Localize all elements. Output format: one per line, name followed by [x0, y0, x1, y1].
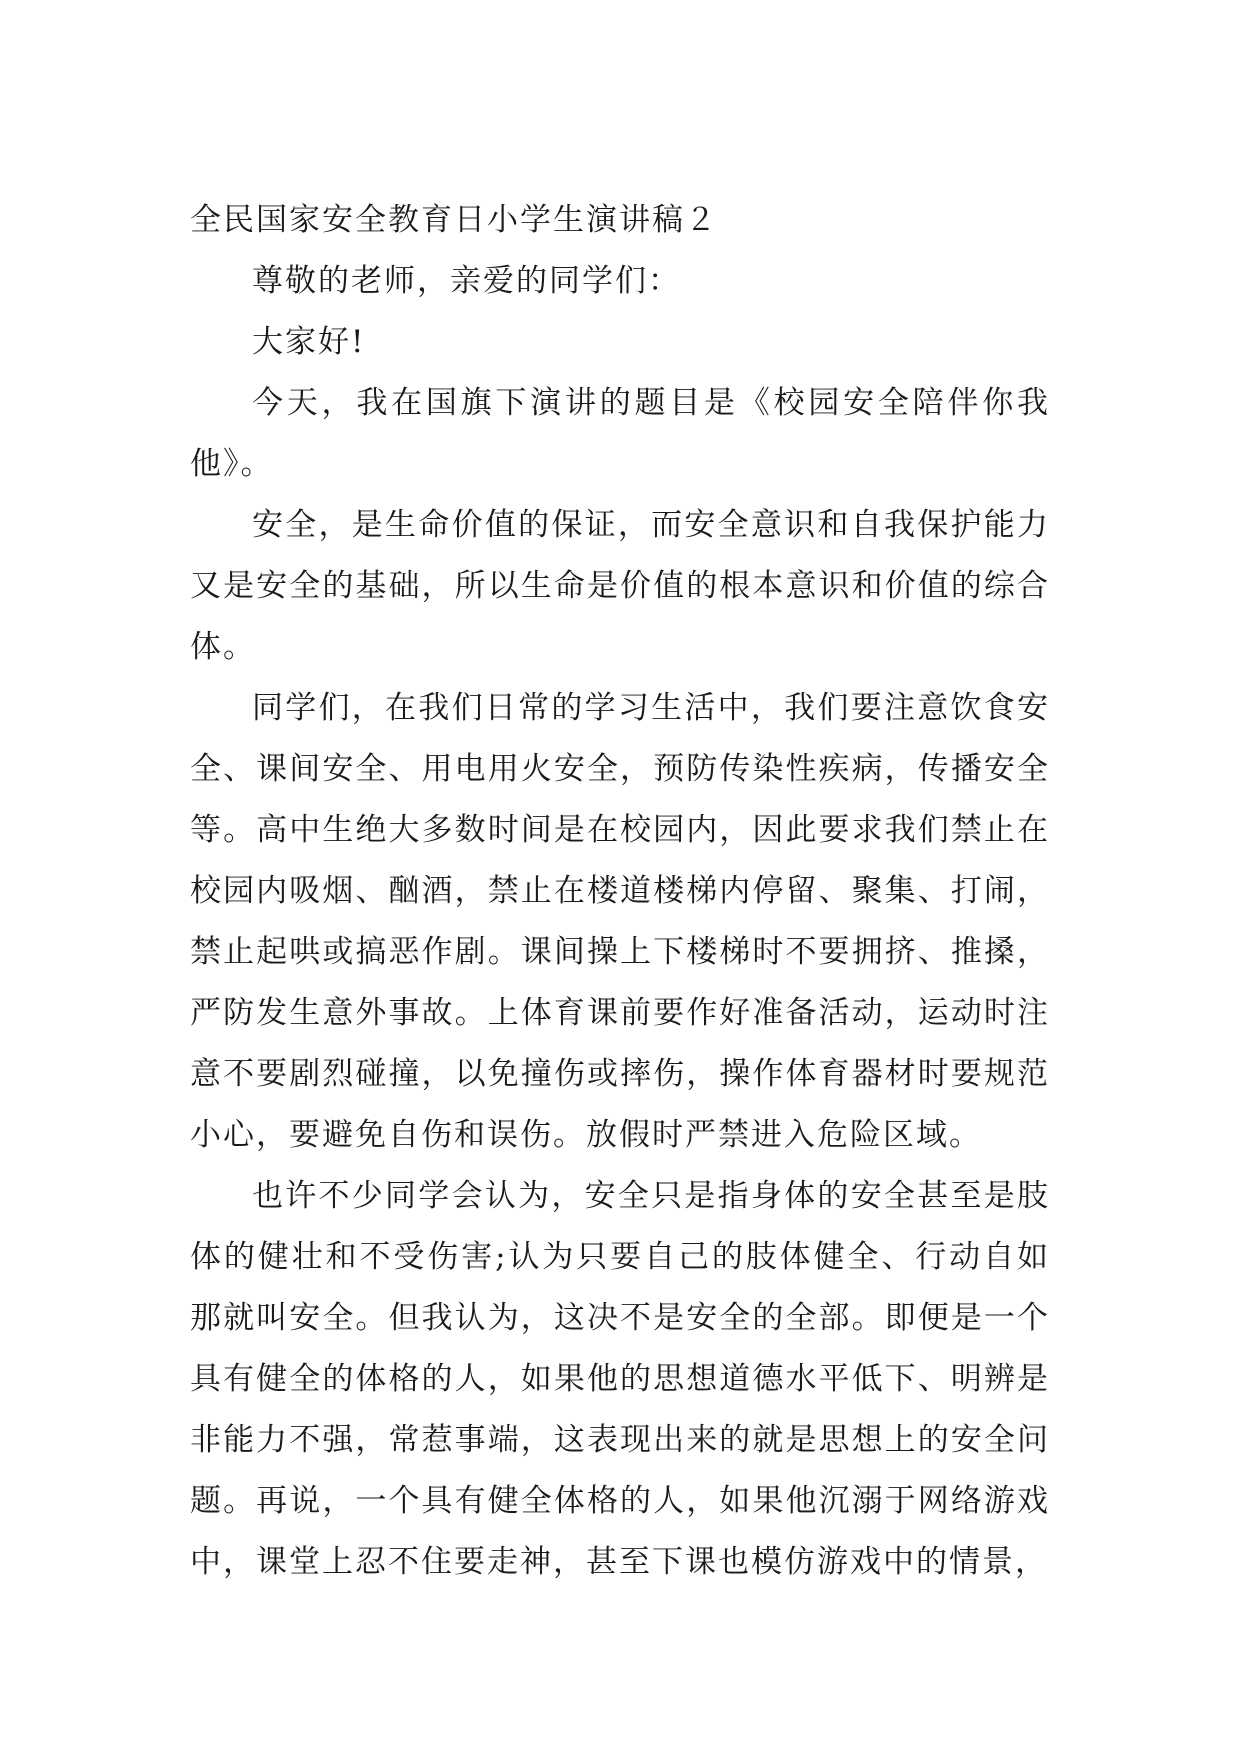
document-body: [190, 190, 1050, 1593]
paragraph-speech-topic: 今天，我在国旗下演讲的题目是《校园安全陪伴你我他》。: [190, 385, 1050, 482]
paragraph-campus-rules: 同学们，在我们日常的学习生活中，我们要注意饮食安全、课间安全、用电用火安全，预防传染性疾病，传播安全等。高中生绝大多数时间是在校园内，因此要求我们禁止在校园内吸烟、酗酒，禁止在楼道楼梯内停留、聚集、打闹，禁止起哄或搞恶作剧。课间操上下楼梯时不要拥挤、推搡，严防发生意外事故。上体育课前要作好准备活动，运动时注意不要剧烈碰撞，以免撞伤或摔伤，操作体育器材时要规范小心，要避免自伤和误伤。放假时严禁进入危险区域。: [190, 690, 1050, 1153]
paragraph-safety-definition: 安全，是生命价值的保证，而安全意识和自我保护能力又是安全的基础，所以生命是价值的根本意识和价值的综合体。: [190, 507, 1050, 665]
paragraph-greeting: 尊敬的老师，亲爱的同学们：: [252, 263, 681, 299]
paragraph-hello: 大家好!: [252, 324, 366, 360]
document-title: 全民国家安全教育日小学生演讲稿２: [190, 202, 718, 238]
paragraph-mental-safety: 也许不少同学会认为，安全只是指身体的安全甚至是肢体的健壮和不受伤害;认为只要自己的肢体健全、行动自如那就叫安全。但我认为，这决不是安全的全部。即便是一个具有健全的体格的人，如果他的思想道德水平低下、明辨是非能力不强，常惹事端，这表现出来的就是思想上的安全问题。再说，一个具有健全体格的人，如果他沉溺于网络游戏中，课堂上忍不住要走神，甚至下课也模仿游戏中的情景，: [190, 1178, 1050, 1580]
